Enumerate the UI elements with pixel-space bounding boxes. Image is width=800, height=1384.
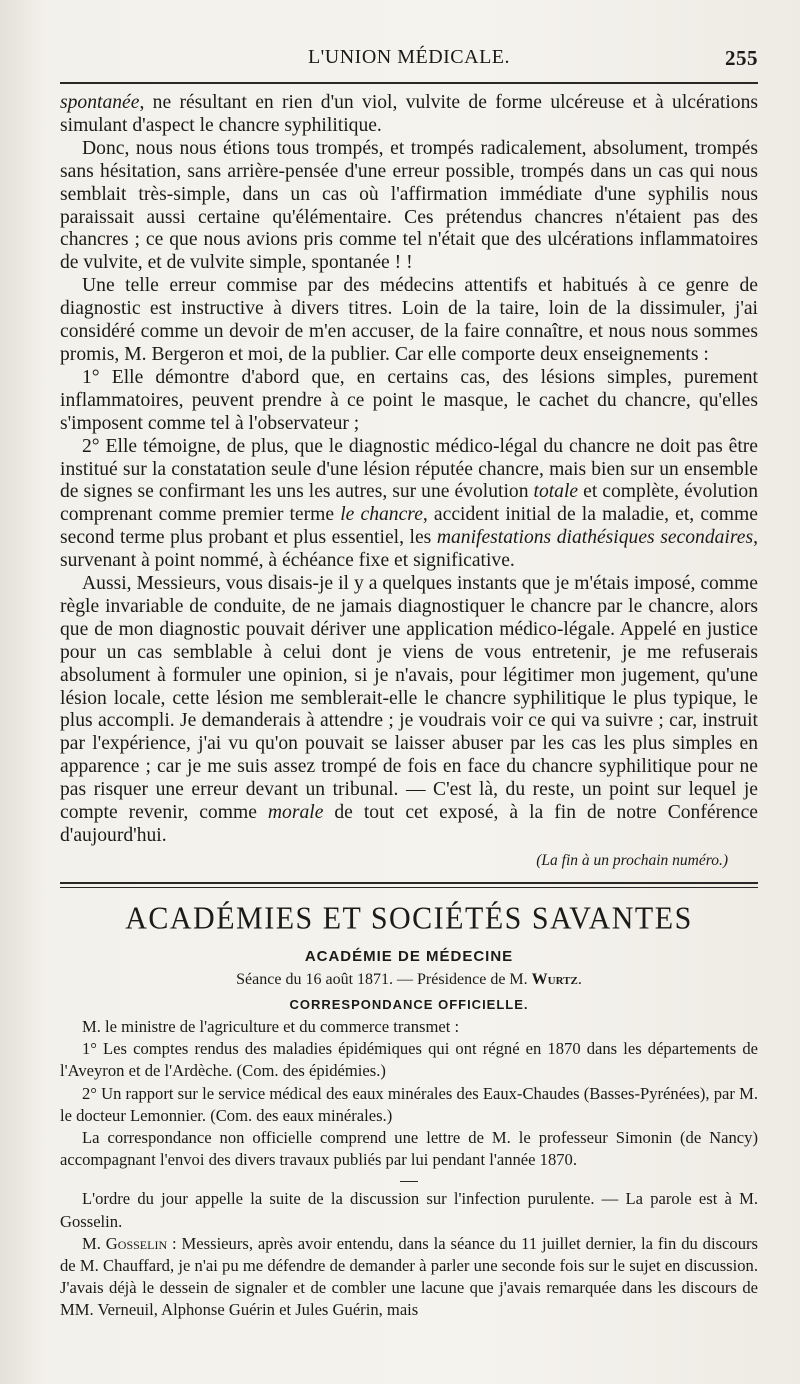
header-rule	[60, 82, 758, 84]
paragraph-6-text-b: de tout cet exposé, à la fin de notre Conférence d'aujourd'hui.	[60, 802, 758, 846]
academy-heading: ACADÉMIE DE MÉDECINE	[304, 947, 514, 965]
emphasis-spontanee: spontanée	[60, 92, 140, 113]
president-name: Wurtz	[531, 970, 578, 988]
paragraph-5	[60, 436, 758, 573]
page-number: 255	[725, 46, 758, 70]
article-body	[60, 92, 758, 848]
paragraph-5-text-d: , survenant à point nommé, à échéance fixe et significative.	[60, 527, 758, 572]
session-date: Séance du 16 août 1871. — Présidence de M.	[236, 970, 532, 988]
unofficial-correspondence: La correspondance non officielle comprend une lettre de M. le professeur Simonin (de Nancy) accompagnant l'envoi des divers travaux publiés par lui pendant l'année 1870.	[60, 1127, 758, 1170]
running-header	[60, 42, 758, 76]
order-of-day: L'ordre du jour appelle la suite de la discussion sur l'infection purulente. — La parole est à M. Gosselin.	[60, 1189, 758, 1231]
emphasis-le-chancre: le chancre	[340, 504, 423, 526]
paragraph-2: Donc, nous nous étions tous trompés, et trompés radicalement, absolument, trompés sans hésitation, sans arrière-pensée d'une erreur possible, trompés dans un cas qui nous semblait très-simple, dans un cas où l'affirmation immédiate d'une syphilis nous paraissait aussi certaine qu'élémentaire. Ces prétendus chancres n'étaient pas des chancres ; ce que nous avions pris comme tel n'était que des ulcérations inflammatoires de vulvite, et de vulvite simple, spontanée ! !	[60, 137, 758, 274]
continuation-note: (La fin à un prochain numéro.)	[536, 851, 728, 869]
paragraph-5-text-b: et complète, évolution comprenant comme premier terme	[60, 481, 759, 526]
paragraph-4: 1° Elle démontre d'abord que, en certains cas, des lésions simples, purement inflammatoires, peuvent prendre à ce point le masque, le cachet du chancre, qu'elles s'imposent comme tel à l'observateur ;	[60, 366, 758, 434]
paragraph-3: Une telle erreur commise par des médecins attentifs et habitués à ce genre de diagnostic est instructive à divers titres. Loin de la taire, loin de la dissimuler, j'ai considéré comme un devoir de m'en accuser, de la faire connaître, et nous nous sommes promis, M. Bergeron et moi, de la publier. Car elle comporte deux enseignements :	[60, 275, 758, 365]
running-title: L'UNION MÉDICALE.	[307, 46, 511, 68]
speaker-name: M. Gosselin	[82, 1233, 168, 1253]
paragraph-1-text: , ne résultant en rien d'un viol, vulvite de forme ulcéreuse et à ulcérations simulant d'aspect le chancre syphilitique.	[60, 92, 758, 136]
emphasis-morale: morale	[267, 802, 324, 824]
minutes-body	[60, 1016, 758, 1322]
paragraph-6	[60, 573, 758, 848]
emphasis-totale: totale	[533, 481, 579, 503]
correspondence-item-1: 1° Les comptes rendus des maladies épidémiques qui ont régné en 1870 dans les départements de l'Aveyron et de l'Ardèche. (Com. des épidémies.)	[60, 1039, 758, 1081]
paragraph-5-text-c: , accident initial de la maladie, et, comme second terme plus probant et plus essentiel, les	[60, 504, 758, 549]
correspondence-item-2: 2° Un rapport sur le service médical des eaux minérales des Eaux-Chaudes (Basses-Pyrénées), par M. le docteur Lemonnier. (Com. des eaux minérales.)	[60, 1083, 758, 1125]
section-rule-top	[60, 882, 758, 884]
separator-rule	[400, 1181, 418, 1182]
paragraph-1	[60, 92, 758, 138]
section-rule-bottom	[60, 887, 758, 888]
session-suffix: .	[577, 970, 582, 988]
section-title: ACADÉMIES ET SOCIÉTÉS SAVANTES	[125, 901, 693, 936]
paragraph-6-text-a: Aussi, Messieurs, vous disais-je il y a quelques instants que je m'étais imposé, comme règle invariable de conduite, de ne jamais diagnostiquer le chancre par le chancre, alors que de mon diagnostic pouvait dériver une application médico-légale. Appelé en justice pour un cas semblable à celui dont je viens de vous entretenir, je me refuserais absolument à formuler une opinion, si je n'avais, pour légitimer mon jugement, qu'une lésion locale, cette lésion me semblerait-elle le chancre syphilitique le plus typique, le plus accompli. Je demanderais à attendre ; je voudrais voir ce qui va suivre ; car, instruit par l'expérience, j'ai vu qu'on pouvait se laisser abuser par les cas les plus simples en apparence ; car je me suis assez trompé de fois en face du chancre syphilitique pour ne pas risquer une erreur devant un tribunal. — C'est là, du reste, un point sur lequel je compte revenir, comme	[60, 573, 758, 824]
gosselin-speech	[60, 1233, 758, 1322]
emphasis-manifestations: manifestations diathésiques secondaires	[436, 527, 754, 549]
session-line	[60, 971, 758, 989]
correspondence-intro: M. le ministre de l'agriculture et du commerce transmet :	[82, 1016, 460, 1036]
correspondence-heading: CORRESPONDANCE OFFICIELLE.	[289, 996, 529, 1012]
paragraph-5-text-a: 2° Elle témoigne, de plus, que le diagnostic médico-légal du chancre ne doit pas être institué sur la constatation seule d'une lésion réputée chancre, mais bien sur un ensemble de signes se confirmant les uns les autres, sur une évolution	[60, 435, 758, 503]
speech-text: : Messieurs, après avoir entendu, dans la séance du 11 juillet dernier, la fin du discours de M. Chauffard, je n'ai pu me défendre de demander à parler une seconde fois sur le sujet en discussion. J'avais déjà le dessein de signaler et de combler une lacune que j'avais remarquée dans les discours de MM. Verneuil, Alphonse Guérin et Jules Guérin, mais	[60, 1233, 758, 1320]
